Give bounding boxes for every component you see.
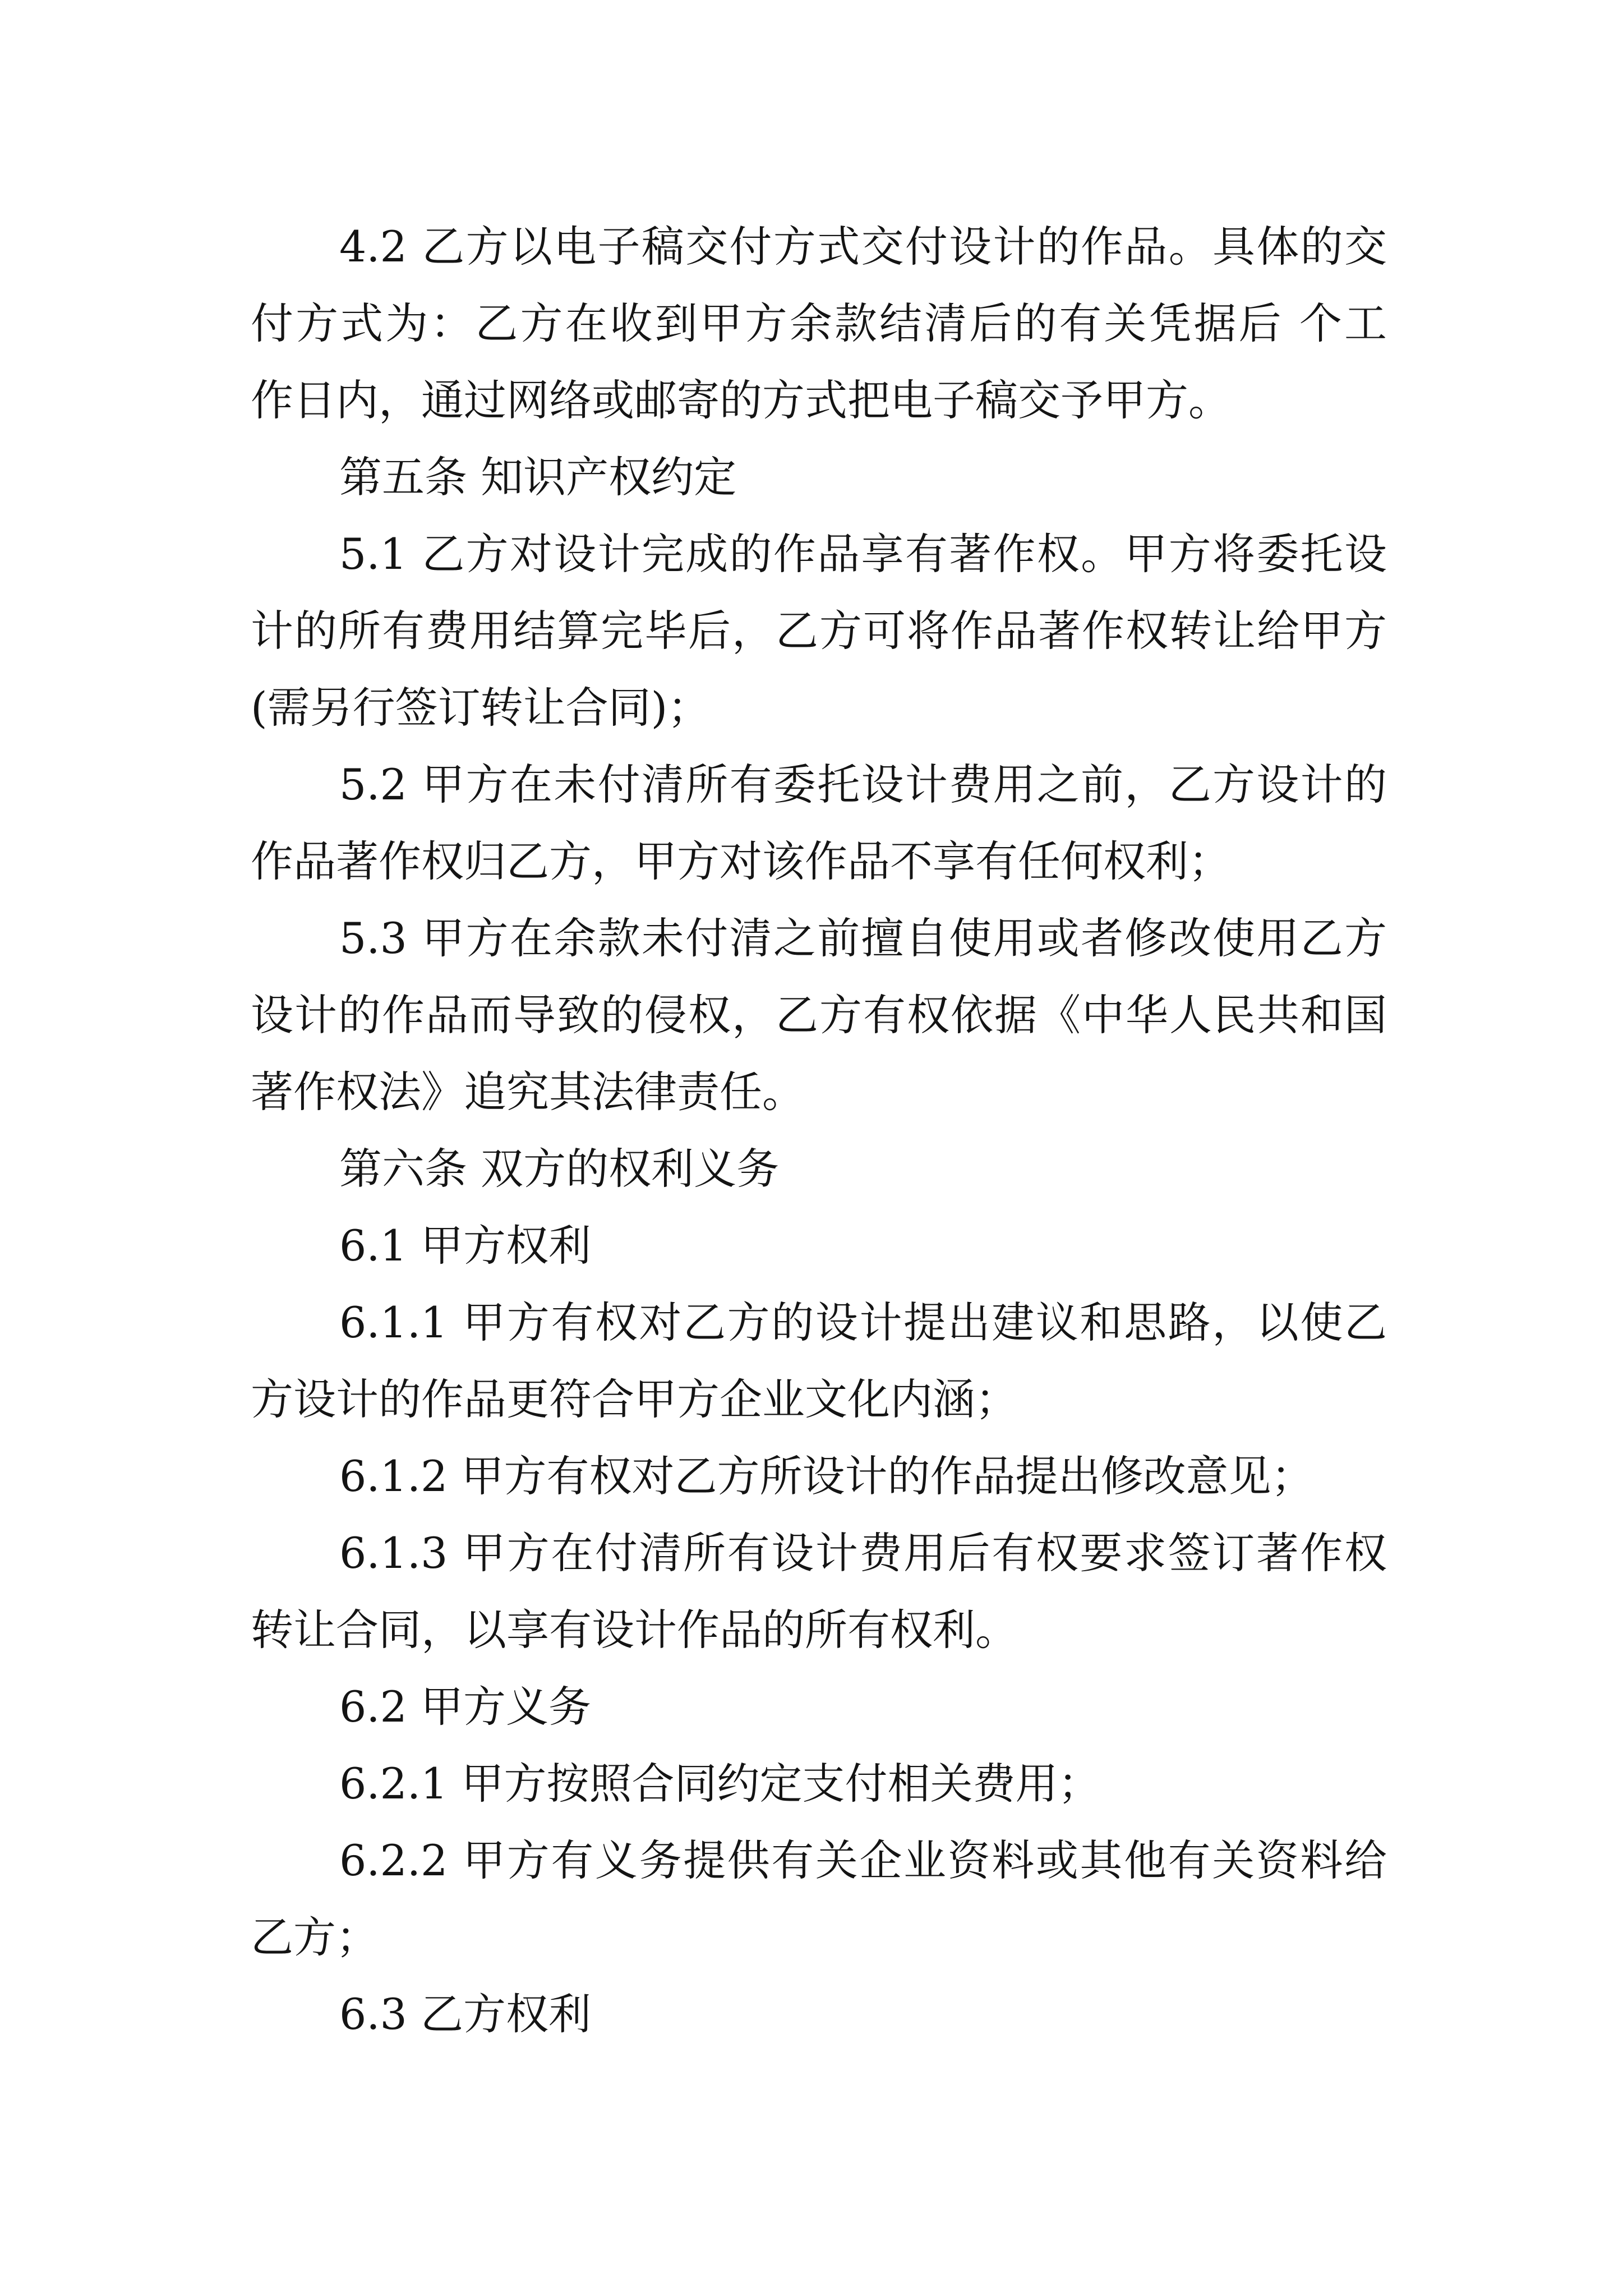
clause-text-line: 转让合同，以享有设计作品的所有权利。	[251, 1605, 1018, 1655]
section-heading: 6.2 甲方义务	[339, 1682, 592, 1732]
clause-6-2-2	[251, 1822, 1387, 1976]
clause-text-line: 设计的作品而导致的侵权，乙方有权依据《中华人民共和国	[251, 990, 1387, 1040]
clause-text-line: (需另行签订转让合同)；	[251, 683, 711, 733]
clause-5-3	[251, 900, 1387, 1130]
clause-5-1	[251, 516, 1387, 746]
clause-6-2-1	[251, 1745, 1387, 1822]
clause-6-1-1	[251, 1284, 1387, 1438]
clause-6-1-3	[251, 1515, 1387, 1668]
clause-text-line: 6.2.1 甲方按照合同约定支付相关费用；	[339, 1759, 1101, 1809]
clause-text-line: 著作权法》追究其法律责任。	[251, 1067, 805, 1117]
clause-text-line: 计的所有费用结算完毕后，乙方可将作品著作权转让给甲方	[251, 606, 1387, 656]
clause-text-line: 方设计的作品更符合甲方企业文化内涵；	[251, 1374, 1018, 1424]
clause-text-line: 6.2.2 甲方有义务提供有关企业资料或其他有关资料给	[339, 1835, 1387, 1885]
clause-6-1-2	[251, 1438, 1387, 1515]
article-6-heading	[251, 1130, 1387, 1207]
clause-4-2	[251, 208, 1387, 439]
section-6-2-heading	[251, 1668, 1387, 1745]
document-page	[251, 208, 1387, 2053]
clause-text-line: 5.2 甲方在未付清所有委托设计费用之前，乙方设计的	[339, 760, 1387, 809]
section-6-1-heading	[251, 1207, 1387, 1284]
clause-text-line: 4.2 乙方以电子稿交付方式交付设计的作品。具体的交	[339, 222, 1387, 272]
section-heading: 6.1 甲方权利	[339, 1221, 592, 1271]
clause-text-line: 6.1.2 甲方有权对乙方所设计的作品提出修改意见；	[339, 1451, 1314, 1501]
clause-text-line: 乙方；	[251, 1912, 379, 1962]
clause-text-line: 作日内，通过网络或邮寄的方式把电子稿交予甲方。	[251, 375, 1231, 425]
article-5-heading	[251, 439, 1387, 516]
article-heading: 第五条 知识产权约定	[339, 452, 737, 502]
section-6-3-heading	[251, 1976, 1387, 2053]
clause-text-line: 6.1.1 甲方有权对乙方的设计提出建议和思路，以使乙	[339, 1297, 1387, 1347]
clause-text-line: 付方式为：乙方在收到甲方余款结清后的有关凭据后 个工	[251, 298, 1387, 348]
article-heading: 第六条 双方的权利义务	[339, 1144, 780, 1194]
clause-5-2	[251, 746, 1387, 900]
clause-text-line: 作品著作权归乙方，甲方对该作品不享有任何权利；	[251, 836, 1231, 886]
clause-text-line: 5.3 甲方在余款未付清之前擅自使用或者修改使用乙方	[339, 913, 1387, 963]
clause-text-line: 5.1 乙方对设计完成的作品享有著作权。甲方将委托设	[339, 529, 1387, 579]
section-heading: 6.3 乙方权利	[339, 1989, 592, 2039]
clause-text-line: 6.1.3 甲方在付清所有设计费用后有权要求签订著作权	[339, 1528, 1387, 1578]
